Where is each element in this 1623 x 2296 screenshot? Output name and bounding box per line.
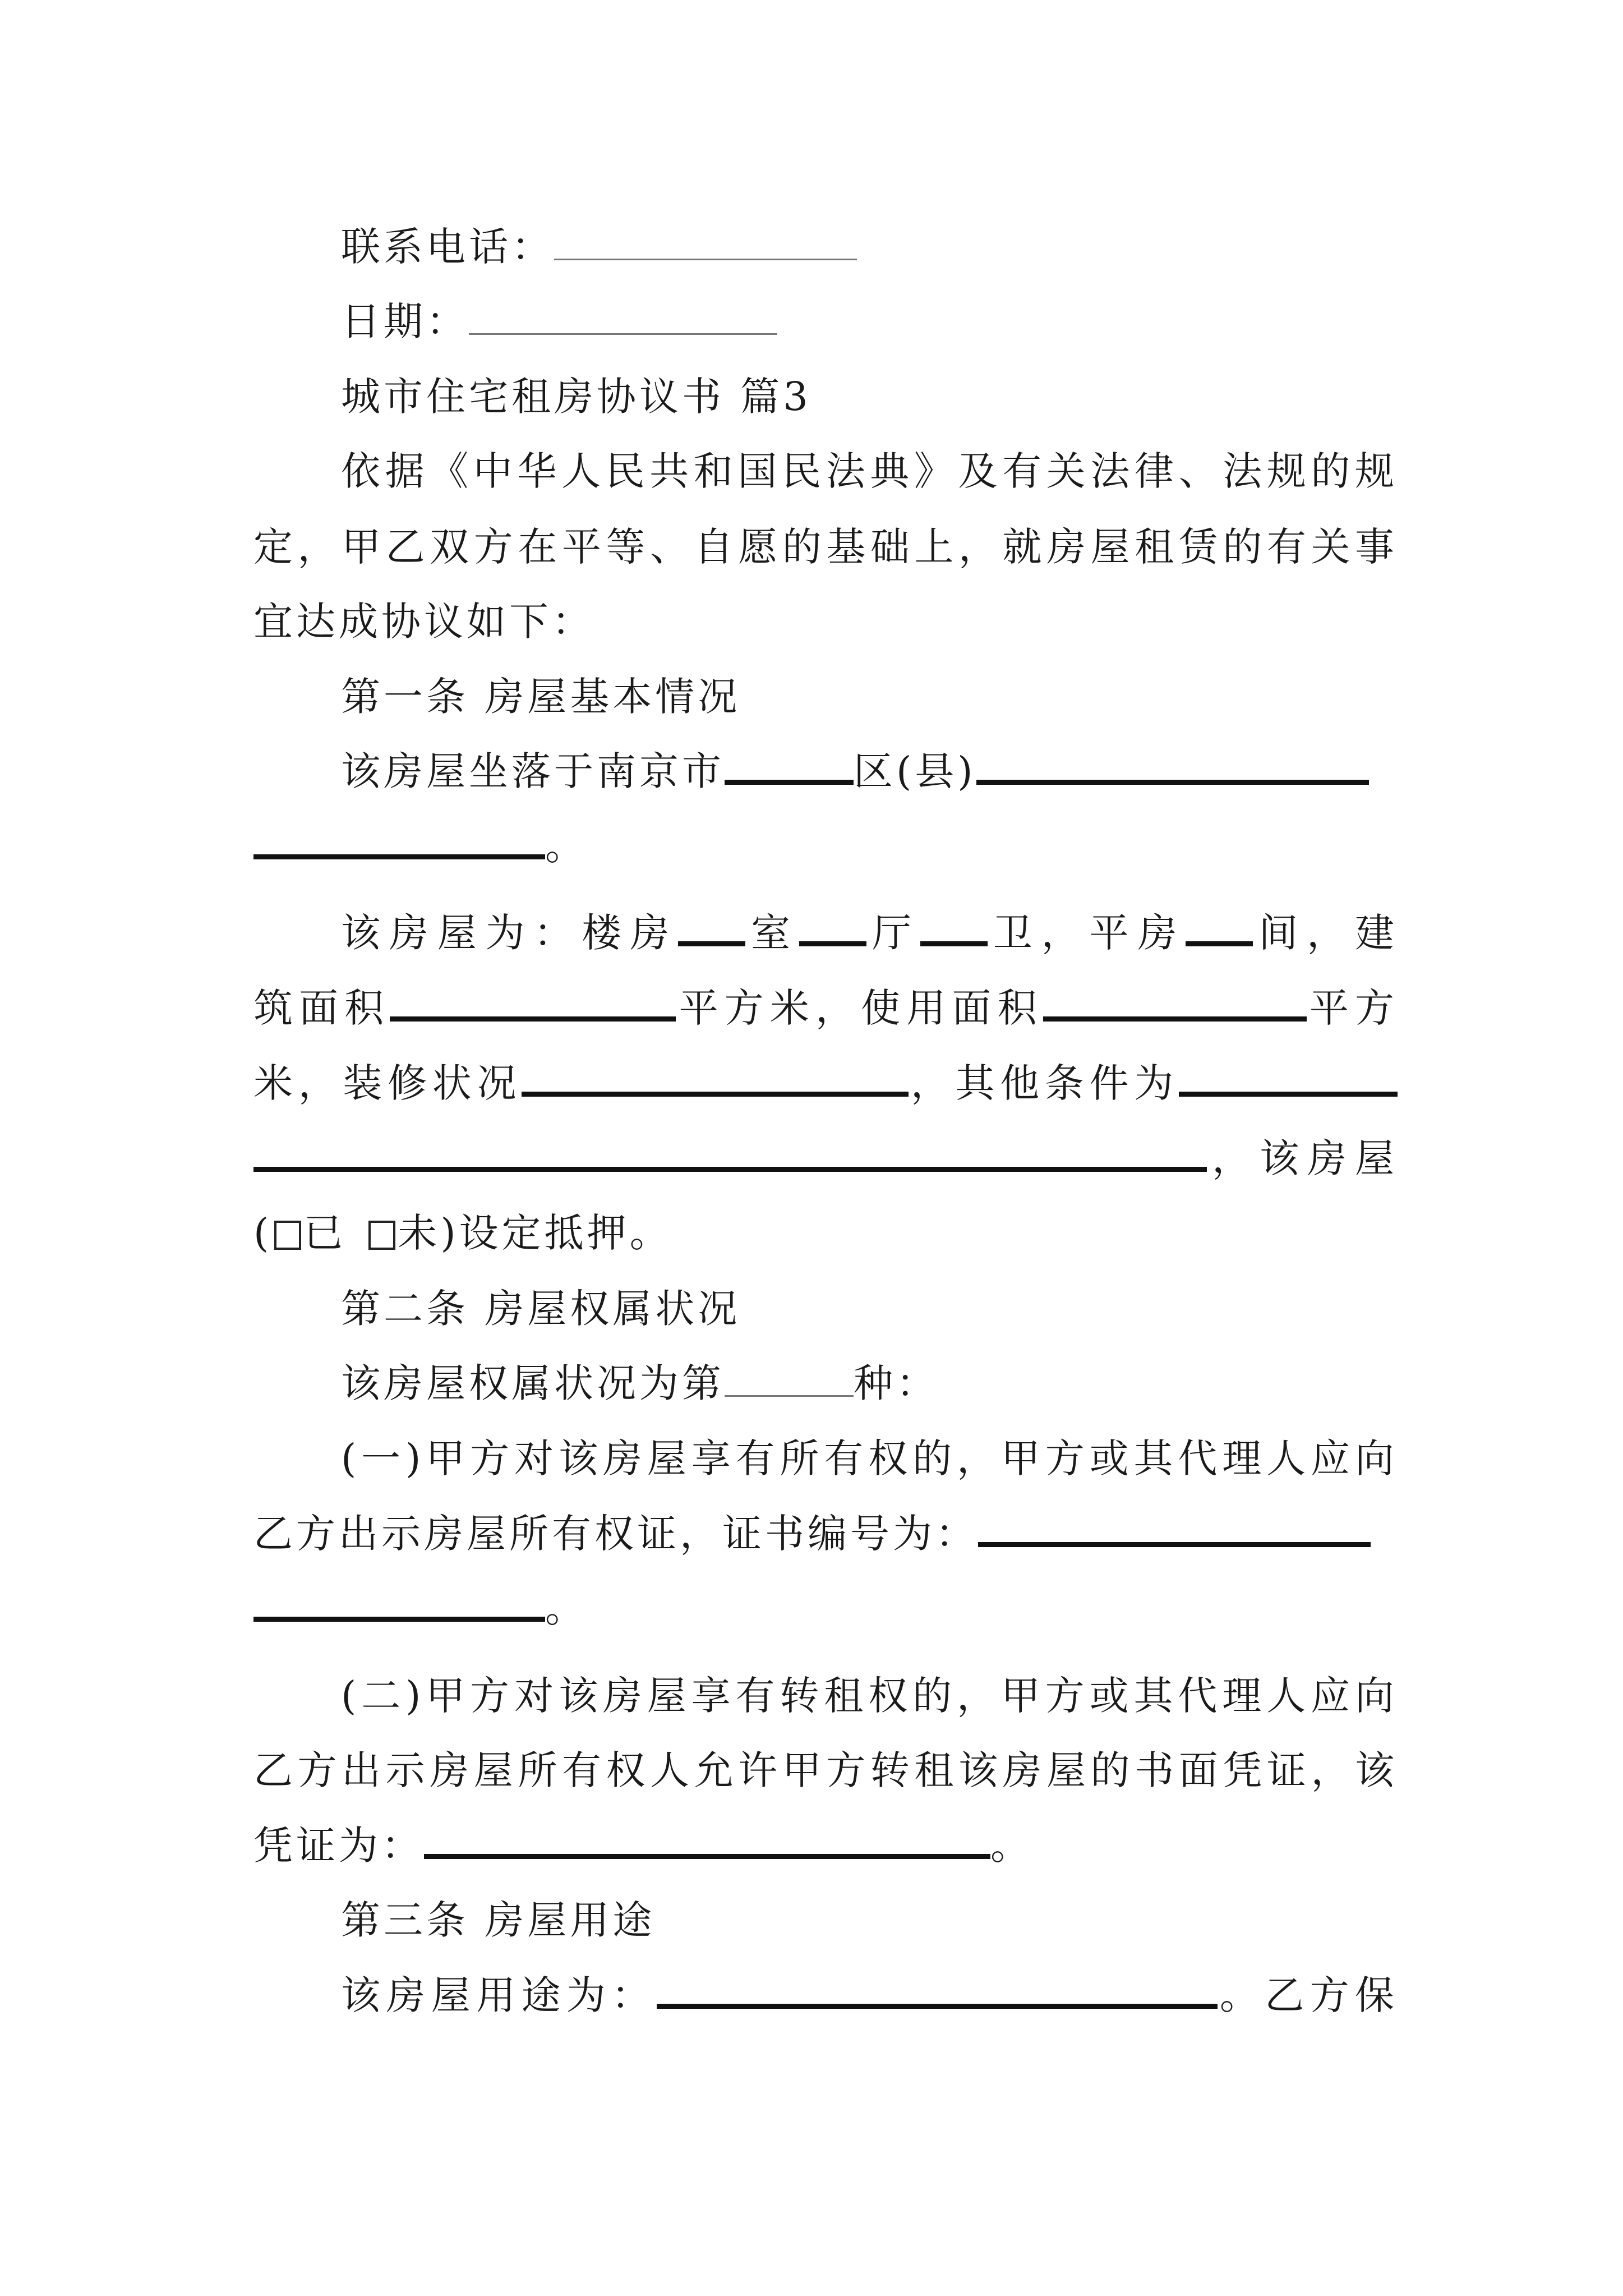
use-blank xyxy=(657,1984,1218,2009)
halls-blank xyxy=(799,921,866,946)
mortgage-yes-label: 已 xyxy=(303,1210,347,1256)
mortgage-no-checkbox[interactable] xyxy=(368,1221,395,1250)
item1-line-2 xyxy=(253,1508,1398,1559)
location-label: 该房屋坐落于南京市 xyxy=(341,748,725,794)
district-blank xyxy=(725,760,854,785)
voucher-blank xyxy=(424,1834,990,1859)
use-area-label: 平方米，使用面积 xyxy=(676,985,1043,1031)
period: 。 xyxy=(990,1823,1033,1869)
article3-title: 第三条 房屋用途 xyxy=(341,1897,656,1943)
mortgage-lead: ，该房屋 xyxy=(1207,1135,1398,1181)
baths-unit: 卫，平房 xyxy=(987,910,1186,956)
other-blank xyxy=(1179,1071,1398,1097)
rooms-unit: 室 xyxy=(745,910,800,956)
period: 。 xyxy=(545,823,588,869)
article2-title: 第二条 房屋权属状况 xyxy=(341,1286,741,1332)
area-label: 筑面积 xyxy=(253,985,390,1031)
certificate-blank xyxy=(978,1522,1371,1547)
bungalow-unit: 间，建 xyxy=(1253,910,1398,956)
article1-area-line xyxy=(253,983,1398,1033)
type-label: 该房屋权属状况为第 xyxy=(341,1360,725,1406)
article2-type-line xyxy=(341,1358,1398,1409)
article1-location-line xyxy=(341,746,1398,797)
other-label: ，其他条件为 xyxy=(909,1060,1179,1106)
intro-line-1: 依据《中华人民共和国民法典》及有关法律、法规的规 xyxy=(341,448,1398,494)
decor-label: 米，装修状况 xyxy=(253,1060,522,1106)
item1-line-1: (一)甲方对该房屋享有所有权的，甲方或其代理人应向 xyxy=(341,1435,1398,1481)
item1-line-3 xyxy=(253,1583,1398,1634)
use-tail: 。乙方保 xyxy=(1217,1972,1398,2018)
date-blank xyxy=(469,311,777,335)
address-blank-cont xyxy=(253,834,545,859)
address-blank xyxy=(976,760,1369,785)
contact-phone-line xyxy=(341,222,1398,272)
item2-line-2: 乙方出示房屋所有权人允许甲方转租该房屋的书面凭证，该 xyxy=(253,1747,1398,1793)
voucher-label: 凭证为： xyxy=(253,1823,424,1869)
bungalow-blank xyxy=(1186,921,1253,946)
article1-mortgage-line xyxy=(253,1208,1398,1258)
mortgage-yes-checkbox[interactable] xyxy=(274,1221,301,1250)
type-unit: 种： xyxy=(854,1360,939,1406)
intro-line-2: 定，甲乙双方在平等、自愿的基础上，就房屋租赁的有关事 xyxy=(253,524,1398,570)
rooms-blank xyxy=(678,921,745,946)
other-blank-cont xyxy=(253,1147,1207,1172)
baths-blank xyxy=(920,921,988,946)
use-label: 该房屋用途为： xyxy=(341,1972,657,2018)
type-blank xyxy=(725,1373,854,1397)
article1-rooms-line xyxy=(341,908,1398,958)
article3-use-line xyxy=(341,1970,1398,2021)
county-label: 区(县) xyxy=(854,748,976,794)
mortgage-text: )设定抵押。 xyxy=(440,1210,672,1256)
area-unit: 平方 xyxy=(1306,985,1398,1031)
article1-title: 第一条 房屋基本情况 xyxy=(341,674,741,720)
item2-line-3 xyxy=(253,1820,1398,1871)
mortgage-no-label: 未 xyxy=(398,1210,441,1256)
rooms-label: 该房屋为：楼房 xyxy=(341,910,679,956)
section-title: 城市住宅租房协议书 篇3 xyxy=(341,374,811,420)
date-label: 日期： xyxy=(341,298,469,344)
halls-unit: 厅 xyxy=(866,910,920,956)
article1-other-line xyxy=(253,1133,1398,1184)
article1-location-cont xyxy=(253,821,1398,871)
period: 。 xyxy=(545,1585,588,1631)
date-line xyxy=(341,296,1398,347)
certificate-label: 乙方出示房屋所有权证，证书编号为： xyxy=(253,1511,978,1557)
intro-line-3: 宜达成协议如下： xyxy=(253,599,594,645)
article1-decor-line xyxy=(253,1058,1398,1108)
use-area-blank xyxy=(1043,996,1307,1022)
decor-blank xyxy=(522,1071,909,1097)
item2-line-1: (二)甲方对该房屋享有转租权的，甲方或其代理人应向 xyxy=(341,1673,1398,1719)
build-area-blank xyxy=(390,996,676,1022)
phone-blank xyxy=(554,236,857,260)
certificate-blank-cont xyxy=(253,1596,545,1622)
phone-label: 联系电话： xyxy=(341,224,554,270)
paren-open: ( xyxy=(253,1210,273,1256)
